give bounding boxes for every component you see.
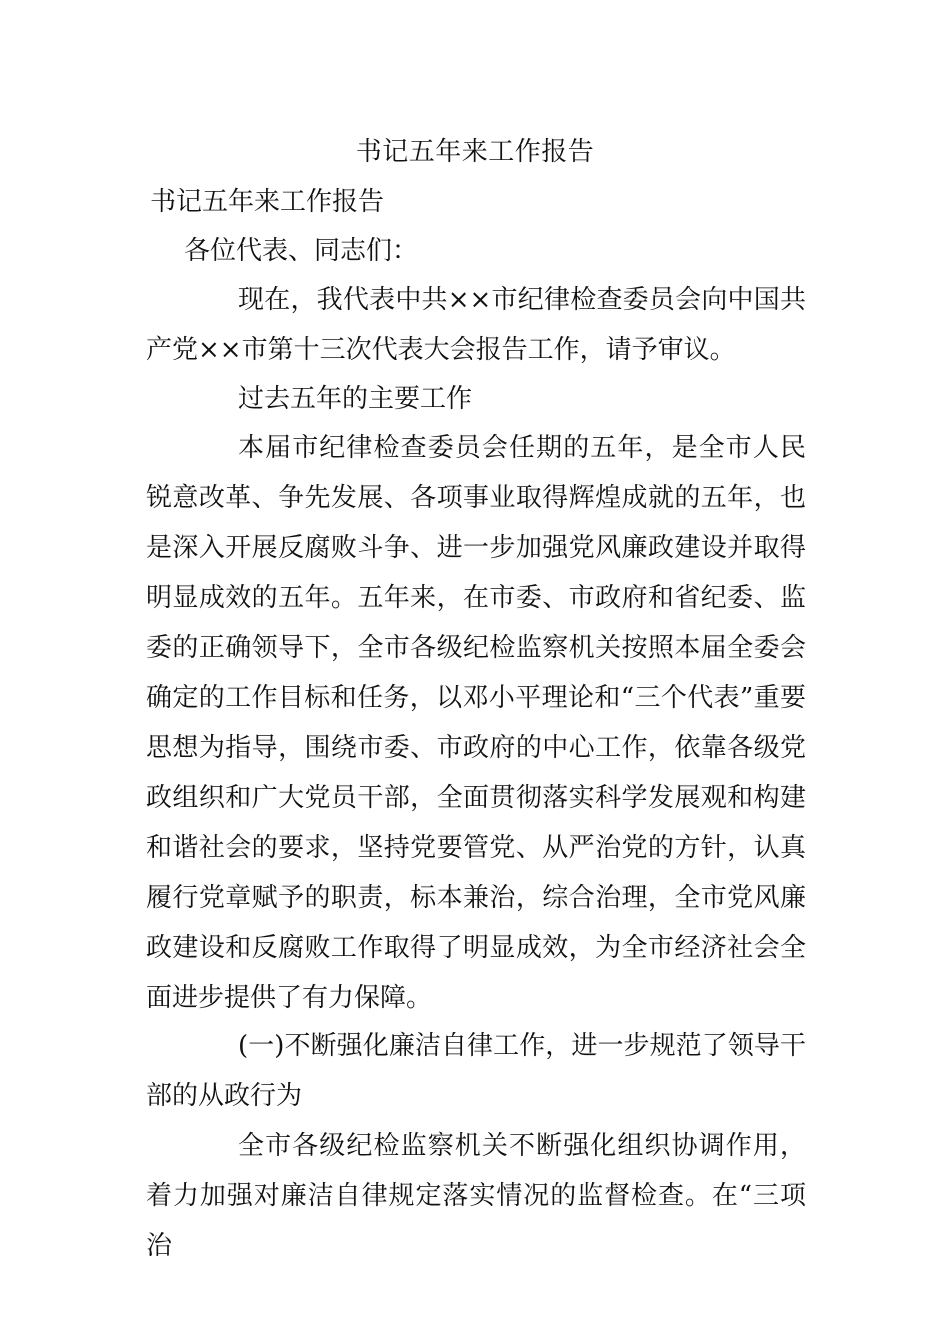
subsection-heading: (一)不断强化廉洁自律工作，进一步规范了领导干部的从政行为 [146, 1031, 806, 1111]
section-heading: 过去五年的主要工作 [238, 384, 473, 414]
document-title: 书记五年来工作报告 [355, 137, 595, 167]
body-paragraph: 本届市纪律检查委员会任期的五年，是全市人民锐意改革、争先发展、各项事业取得辉煌成就的五年，也是深入开展反腐败斗争、进一步加强党风廉政建设并取得明显成效的五年。五年来，在市委、市政府和省纪委、监委的正确领导下，全市各级纪检监察机关按照本届全委会确定的工作目标和任务，以邓小平理论和“三个代表”重要思想为指导，围绕市委、市政府的中心工作，依靠各级党政组织和广大党员干部，全面贯彻落实科学发展观和构建和谐社会的要求，坚持党要管党、从严治党的方针，认真履行党章赋予的职责，标本兼治，综合治理，全市党风廉政建设和反腐败工作取得了明显成效，为全市经济社会全面进步提供了有力保障。 [146, 433, 806, 1013]
intro-paragraph: 现在，我代表中共××市纪律检查委员会向中国共产党××市第十三次代表大会报告工作，请予审议。 [146, 285, 806, 365]
salutation: 各位代表、同志们： [184, 236, 419, 266]
body-paragraph-continued: 全市各级纪检监察机关不断强化组织协调作用，着力加强对廉洁自律规定落实情况的监督检查。在“三项治 [146, 1131, 806, 1261]
document-subtitle: 书记五年来工作报告 [150, 187, 385, 217]
